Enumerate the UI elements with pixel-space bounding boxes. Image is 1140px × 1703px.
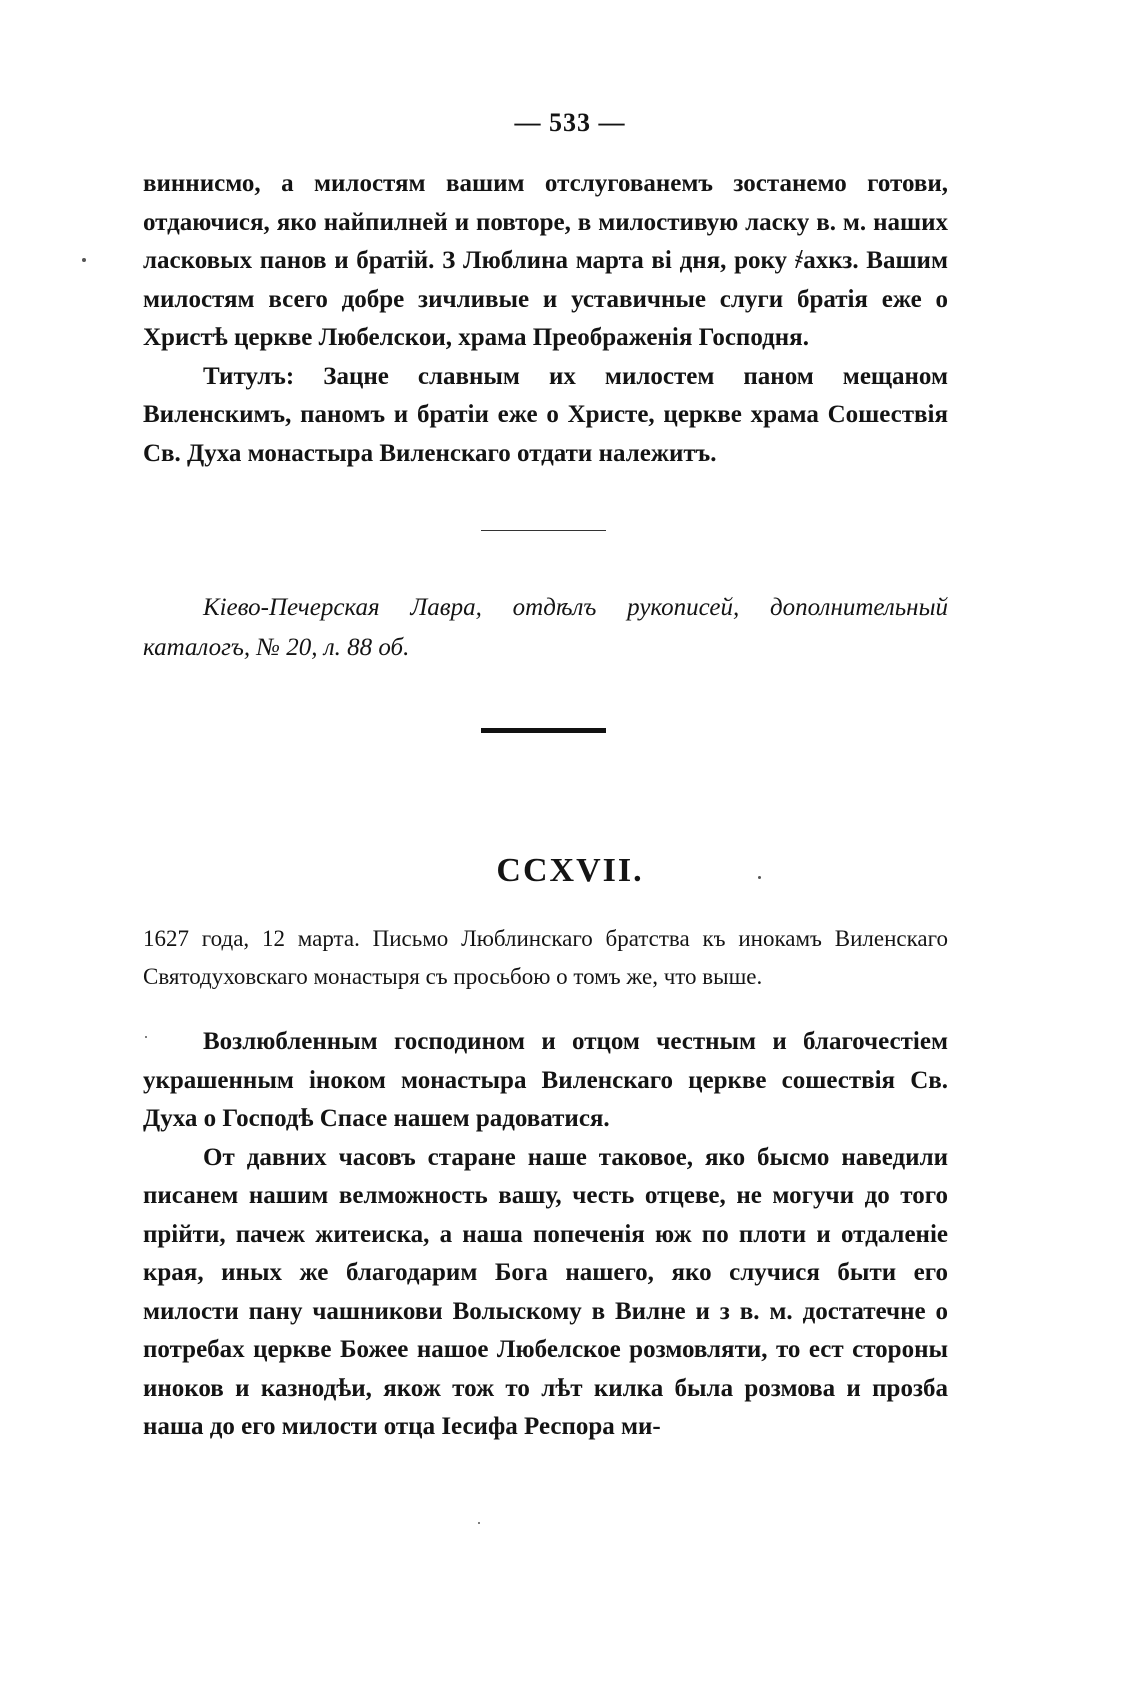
scan-speck <box>758 876 761 879</box>
letter-body-text <box>143 1023 948 1447</box>
paragraph: От давних часовъ старане наше таковое, яко бысмо наведили писанем нашим велможность вашу, честь отцеве, не могучи до того прійти, пачеж житеиска, а наша попеченія юж по плоти и отдаленіе края, иных же благодарим Бога нашего, яко случися быти его милости пану чашникови Волыскому в Вилне и з в. м. достатечне о потребах церкве Божее нашое Любелское розмовляти, то ест стороны иноков и казнодѣи, якож тож то лѣт килка была розмова и прозба наша до его милости отца Іесифа Респора ми- <box>143 1143 948 1440</box>
document-summary <box>143 920 948 996</box>
document-number-heading: CCXVII. <box>496 852 644 889</box>
summary-text: 1627 года, 12 марта. Письмо Люблинскаго братства къ инокамъ Виленскаго Святодуховскаго монастыря съ просьбою о томъ же, что выше. <box>143 926 948 989</box>
paragraph: Возлюбленным господином и отцом честным и благочестіем украшенным іноком монастыра Виленскаго церкве сошествія Св. Духа о Господѣ Спасе нашем радоватися. <box>143 1028 948 1132</box>
scan-speck <box>82 258 86 262</box>
thick-divider <box>481 728 606 733</box>
scan-speck <box>478 1522 480 1524</box>
paragraph: Титулъ: Зацне славным их милостем паном мещаном Виленскимъ, паномъ и братіи еже о Христе, церкве храма Сошествія Св. Духа монастыра Виленскаго отдати належитъ. <box>143 362 948 467</box>
letter-ending-text <box>143 165 948 473</box>
thin-divider <box>481 530 606 531</box>
source-citation <box>143 588 948 668</box>
page-number: — 533 — <box>514 108 626 137</box>
scan-speck <box>145 1036 147 1038</box>
paragraph: виннисмо, а милостям вашим отслугованемъ зостанемо готови, отдаючися, яко найпилней и повторе, в милостивую ласку в. м. наших ласковых панов и братій. З Люблина марта ві дня, року ҂ахкз. Вашим милостям всего добре зичливые и уставичные слуги братія еже о Христѣ церкве Любелскои, храма Преображенія Господня. <box>143 170 948 351</box>
source-text: Кіево-Печерская Лавра, отдѣлъ рукописей, дополнительный каталогъ, № 20, л. 88 об. <box>143 594 948 661</box>
